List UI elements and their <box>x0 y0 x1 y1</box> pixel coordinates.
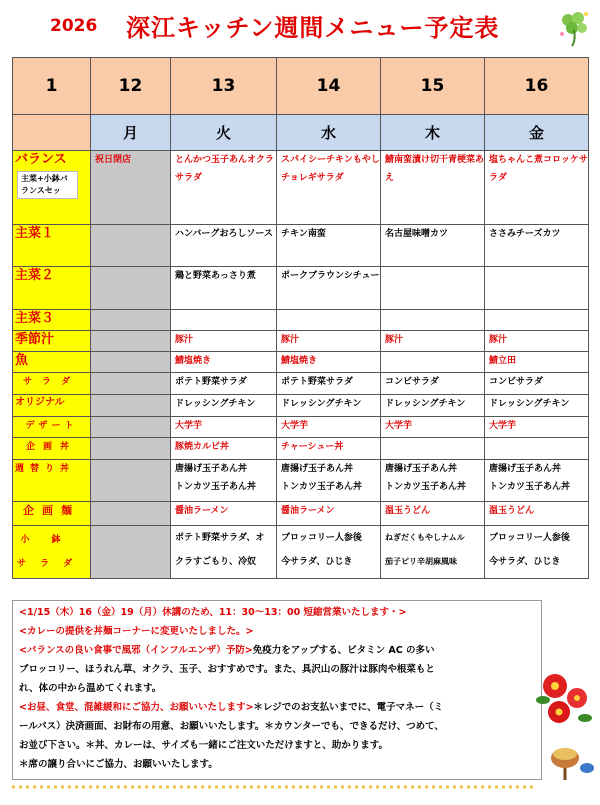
date-cell: 14 <box>277 58 381 115</box>
notice-text: ＊レジでのお支払いまでに、電子マネー（ミ <box>253 702 444 713</box>
menu-item: ねぎだくもやしナムル <box>385 533 465 542</box>
main3-row <box>13 310 589 331</box>
menu-cell <box>381 438 485 460</box>
menu-cell <box>485 438 589 460</box>
row-label-main2 <box>13 267 91 310</box>
menu-cell: ドレッシングチキン <box>171 395 277 417</box>
side-salad-row <box>13 526 589 579</box>
menu-cell: スパイシーチキンもやしチョレギサラダ <box>277 151 381 225</box>
menu-cell <box>277 310 381 331</box>
dessert-row <box>13 417 589 438</box>
menu-cell <box>485 310 589 331</box>
main2-row <box>13 267 589 310</box>
weekday-cell: 木 <box>381 115 485 151</box>
row-label-special-noodle <box>13 502 91 526</box>
menu-item: トンカツ玉子あん丼 <box>385 482 467 492</box>
closed-cell <box>91 331 171 352</box>
notice-line <box>19 641 541 660</box>
menu-cell: 大学芋 <box>277 417 381 438</box>
notice-heading: <バランスの良い食事で風邪（インフルエンザ）予防> <box>19 645 253 656</box>
menu-item: トンカツ玉子あん丼 <box>489 482 571 492</box>
weekday-cell: 月 <box>91 115 171 151</box>
row-label-soup <box>13 331 91 352</box>
notice-line: ブロッコリー、ほうれん草、オクラ、玉子、おすすめです。また、具沢山の豚汁は豚肉や根菜もと <box>19 664 435 675</box>
menu-cell: 鯖塩焼き <box>277 352 381 373</box>
weekday-row <box>13 115 589 151</box>
menu-cell: 温玉うどん <box>381 502 485 526</box>
menu-cell <box>381 526 485 579</box>
camellia-decoration-icon <box>535 668 595 788</box>
notice-line: れ、体の中から温めてくれます。 <box>19 683 162 694</box>
closed-cell <box>91 460 171 502</box>
notice-text: 免疫力をアップする、ビタミン AC の多い <box>252 645 435 656</box>
menu-cell: ポテト野菜サラダ <box>171 373 277 395</box>
date-cell: 16 <box>485 58 589 115</box>
menu-cell: 大学芋 <box>381 417 485 438</box>
notice-line: <カレーの提供を丼麺コーナーに変更いたしました。> <box>19 626 254 637</box>
date-cell: 12 <box>91 58 171 115</box>
menu-cell: ささみチーズカツ <box>485 225 589 267</box>
menu-cell <box>485 267 589 310</box>
fish-label: 魚 <box>15 353 29 368</box>
main2-label: 主菜２ <box>15 268 55 283</box>
closed-cell <box>91 417 171 438</box>
special-bowl-label: 企画丼 <box>25 442 77 452</box>
menu-cell: ドレッシングチキン <box>277 395 381 417</box>
menu-item: トンカツ玉子あん丼 <box>175 482 257 492</box>
closed-cell <box>91 267 171 310</box>
menu-cell: コンビサラダ <box>485 373 589 395</box>
menu-cell: 豚汁 <box>277 331 381 352</box>
page-header <box>0 0 600 48</box>
special-noodle-row <box>13 502 589 526</box>
menu-cell: 豚汁 <box>171 331 277 352</box>
menu-cell <box>381 352 485 373</box>
menu-item: 茄子ピリ辛胡麻風味 <box>385 557 457 566</box>
row-label-main3 <box>13 310 91 331</box>
menu-cell: チキン南蛮 <box>277 225 381 267</box>
menu-item: 今サラダ、ひじき <box>489 557 561 567</box>
menu-cell: 鯖塩焼き <box>171 352 277 373</box>
main3-label: 主菜３ <box>15 311 55 326</box>
page-title: 深江キッチン週間メニュー予定表 <box>126 14 500 42</box>
date-cell: 15 <box>381 58 485 115</box>
side-dish-label: 小鉢 <box>20 535 83 545</box>
notice-line: ールパス）決済画面、お財布の用意、お願いいたします。＊カウンターでも、できるだけ、つめて、 <box>19 721 444 732</box>
special-bowl-row <box>13 438 589 460</box>
menu-cell: 豚汁 <box>485 331 589 352</box>
menu-item: ポテト野菜サラダ、オ <box>175 533 265 543</box>
menu-cell: 大学芋 <box>485 417 589 438</box>
menu-item: トンカツ玉子あん丼 <box>281 482 363 492</box>
menu-cell: ドレッシングチキン <box>485 395 589 417</box>
balance-label: バランス <box>15 152 67 167</box>
menu-cell <box>277 526 381 579</box>
soup-label: 季節汁 <box>15 332 55 347</box>
menu-cell: とんかつ玉子あんオクラサラダ <box>171 151 277 225</box>
menu-cell: 名古屋味噌カツ <box>381 225 485 267</box>
weekday-cell: 水 <box>277 115 381 151</box>
date-cell: 13 <box>171 58 277 115</box>
menu-cell: 豚焼カルビ丼 <box>171 438 277 460</box>
row-label-dessert <box>13 417 91 438</box>
dotted-border-decoration <box>12 784 537 790</box>
weekly-menu-table <box>12 57 589 579</box>
menu-cell: ポテト野菜サラダ <box>277 373 381 395</box>
weekly-bowl-row <box>13 460 589 502</box>
soup-row <box>13 331 589 352</box>
menu-cell <box>381 310 485 331</box>
closed-cell <box>91 310 171 331</box>
weekday-cell: 金 <box>485 115 589 151</box>
menu-item: ブロッコリー人参後 <box>489 533 570 543</box>
closed-cell <box>91 151 171 225</box>
menu-cell <box>277 460 381 502</box>
menu-cell <box>171 310 277 331</box>
notice-line: ＊席の譲り合いにご協力、お願いいたします。 <box>19 759 218 770</box>
balance-sublabel: 主菜+小鉢バランスセッ <box>17 171 78 199</box>
dessert-label: デザート <box>25 421 78 431</box>
menu-cell: 醤油ラーメン <box>171 502 277 526</box>
menu-cell: ドレッシングチキン <box>381 395 485 417</box>
menu-item: ブロッコリー人参後 <box>281 533 362 543</box>
notice-box <box>12 600 542 780</box>
main1-row <box>13 225 589 267</box>
menu-cell: 温玉うどん <box>485 502 589 526</box>
menu-item: 唐揚げ玉子あん丼 <box>175 464 248 474</box>
menu-cell: 醤油ラーメン <box>277 502 381 526</box>
menu-cell: 塩ちゃんこ煮コロッケサラダ <box>485 151 589 225</box>
balance-row <box>13 151 589 225</box>
notice-line: お並び下さい。＊丼、カレーは、サイズも一緒にご注文いただけますと、助かります。 <box>19 740 388 751</box>
closed-cell <box>91 352 171 373</box>
row-label-fish <box>13 352 91 373</box>
menu-cell: コンビサラダ <box>381 373 485 395</box>
closed-cell <box>91 526 171 579</box>
fish-row <box>13 352 589 373</box>
notice-line: <1/15（木）16（金）19（月）休講のため、11：30～13：00 短縮営業いたします・> <box>19 607 407 618</box>
closed-cell <box>91 438 171 460</box>
row-label-original <box>13 395 91 417</box>
closed-cell <box>91 225 171 267</box>
menu-cell <box>171 460 277 502</box>
clover-icon <box>556 8 592 48</box>
row-label-weekly-bowl <box>13 460 91 502</box>
menu-cell: 鶏と野菜あっさり煮 <box>171 267 277 310</box>
row-label-salad <box>13 373 91 395</box>
year-label: 2026 <box>50 16 98 36</box>
date-cell: 1 <box>13 58 91 115</box>
weekday-cell: 火 <box>171 115 277 151</box>
menu-cell <box>485 526 589 579</box>
menu-cell: ポークブラウンシチュー <box>277 267 381 310</box>
closed-cell <box>91 395 171 417</box>
menu-cell: ハンバーグおろしソース <box>171 225 277 267</box>
notice-heading: <お昼、食堂、混雑緩和にご協力、お願いいたします> <box>19 702 254 713</box>
closed-cell <box>91 502 171 526</box>
row-label-balance <box>13 151 91 225</box>
row-label-main1 <box>13 225 91 267</box>
menu-cell: 鯖南蛮漬け切干青梗菜あえ <box>381 151 485 225</box>
side-salad-label: サラダ <box>17 559 86 569</box>
menu-cell: 鯖立田 <box>485 352 589 373</box>
menu-cell: 大学芋 <box>171 417 277 438</box>
menu-cell <box>485 460 589 502</box>
corner-cell <box>13 115 91 151</box>
original-row <box>13 395 589 417</box>
menu-item: 唐揚げ玉子あん丼 <box>281 464 354 474</box>
menu-cell: チャーシュー丼 <box>277 438 381 460</box>
closed-cell <box>91 373 171 395</box>
special-noodle-label: 企画麺 <box>23 504 80 517</box>
menu-item: 今サラダ、ひじき <box>281 557 353 567</box>
menu-item: 唐揚げ玉子あん丼 <box>385 464 458 474</box>
weekly-bowl-label: 週替り丼 <box>15 464 76 474</box>
menu-cell <box>381 267 485 310</box>
date-row <box>13 58 589 115</box>
menu-item: クラすごもり、冷奴 <box>175 557 257 567</box>
notice-line <box>19 698 541 717</box>
menu-cell <box>381 460 485 502</box>
menu-cell <box>171 526 277 579</box>
salad-row <box>13 373 589 395</box>
row-label-side-salad <box>13 526 91 579</box>
original-label: オリジナル <box>15 397 65 408</box>
main1-label: 主菜１ <box>15 226 55 241</box>
salad-label: サラダ <box>23 377 80 387</box>
closed-label: 祝日閉店 <box>95 155 132 165</box>
menu-item: 唐揚げ玉子あん丼 <box>489 464 562 474</box>
row-label-special-bowl <box>13 438 91 460</box>
menu-cell: 豚汁 <box>381 331 485 352</box>
